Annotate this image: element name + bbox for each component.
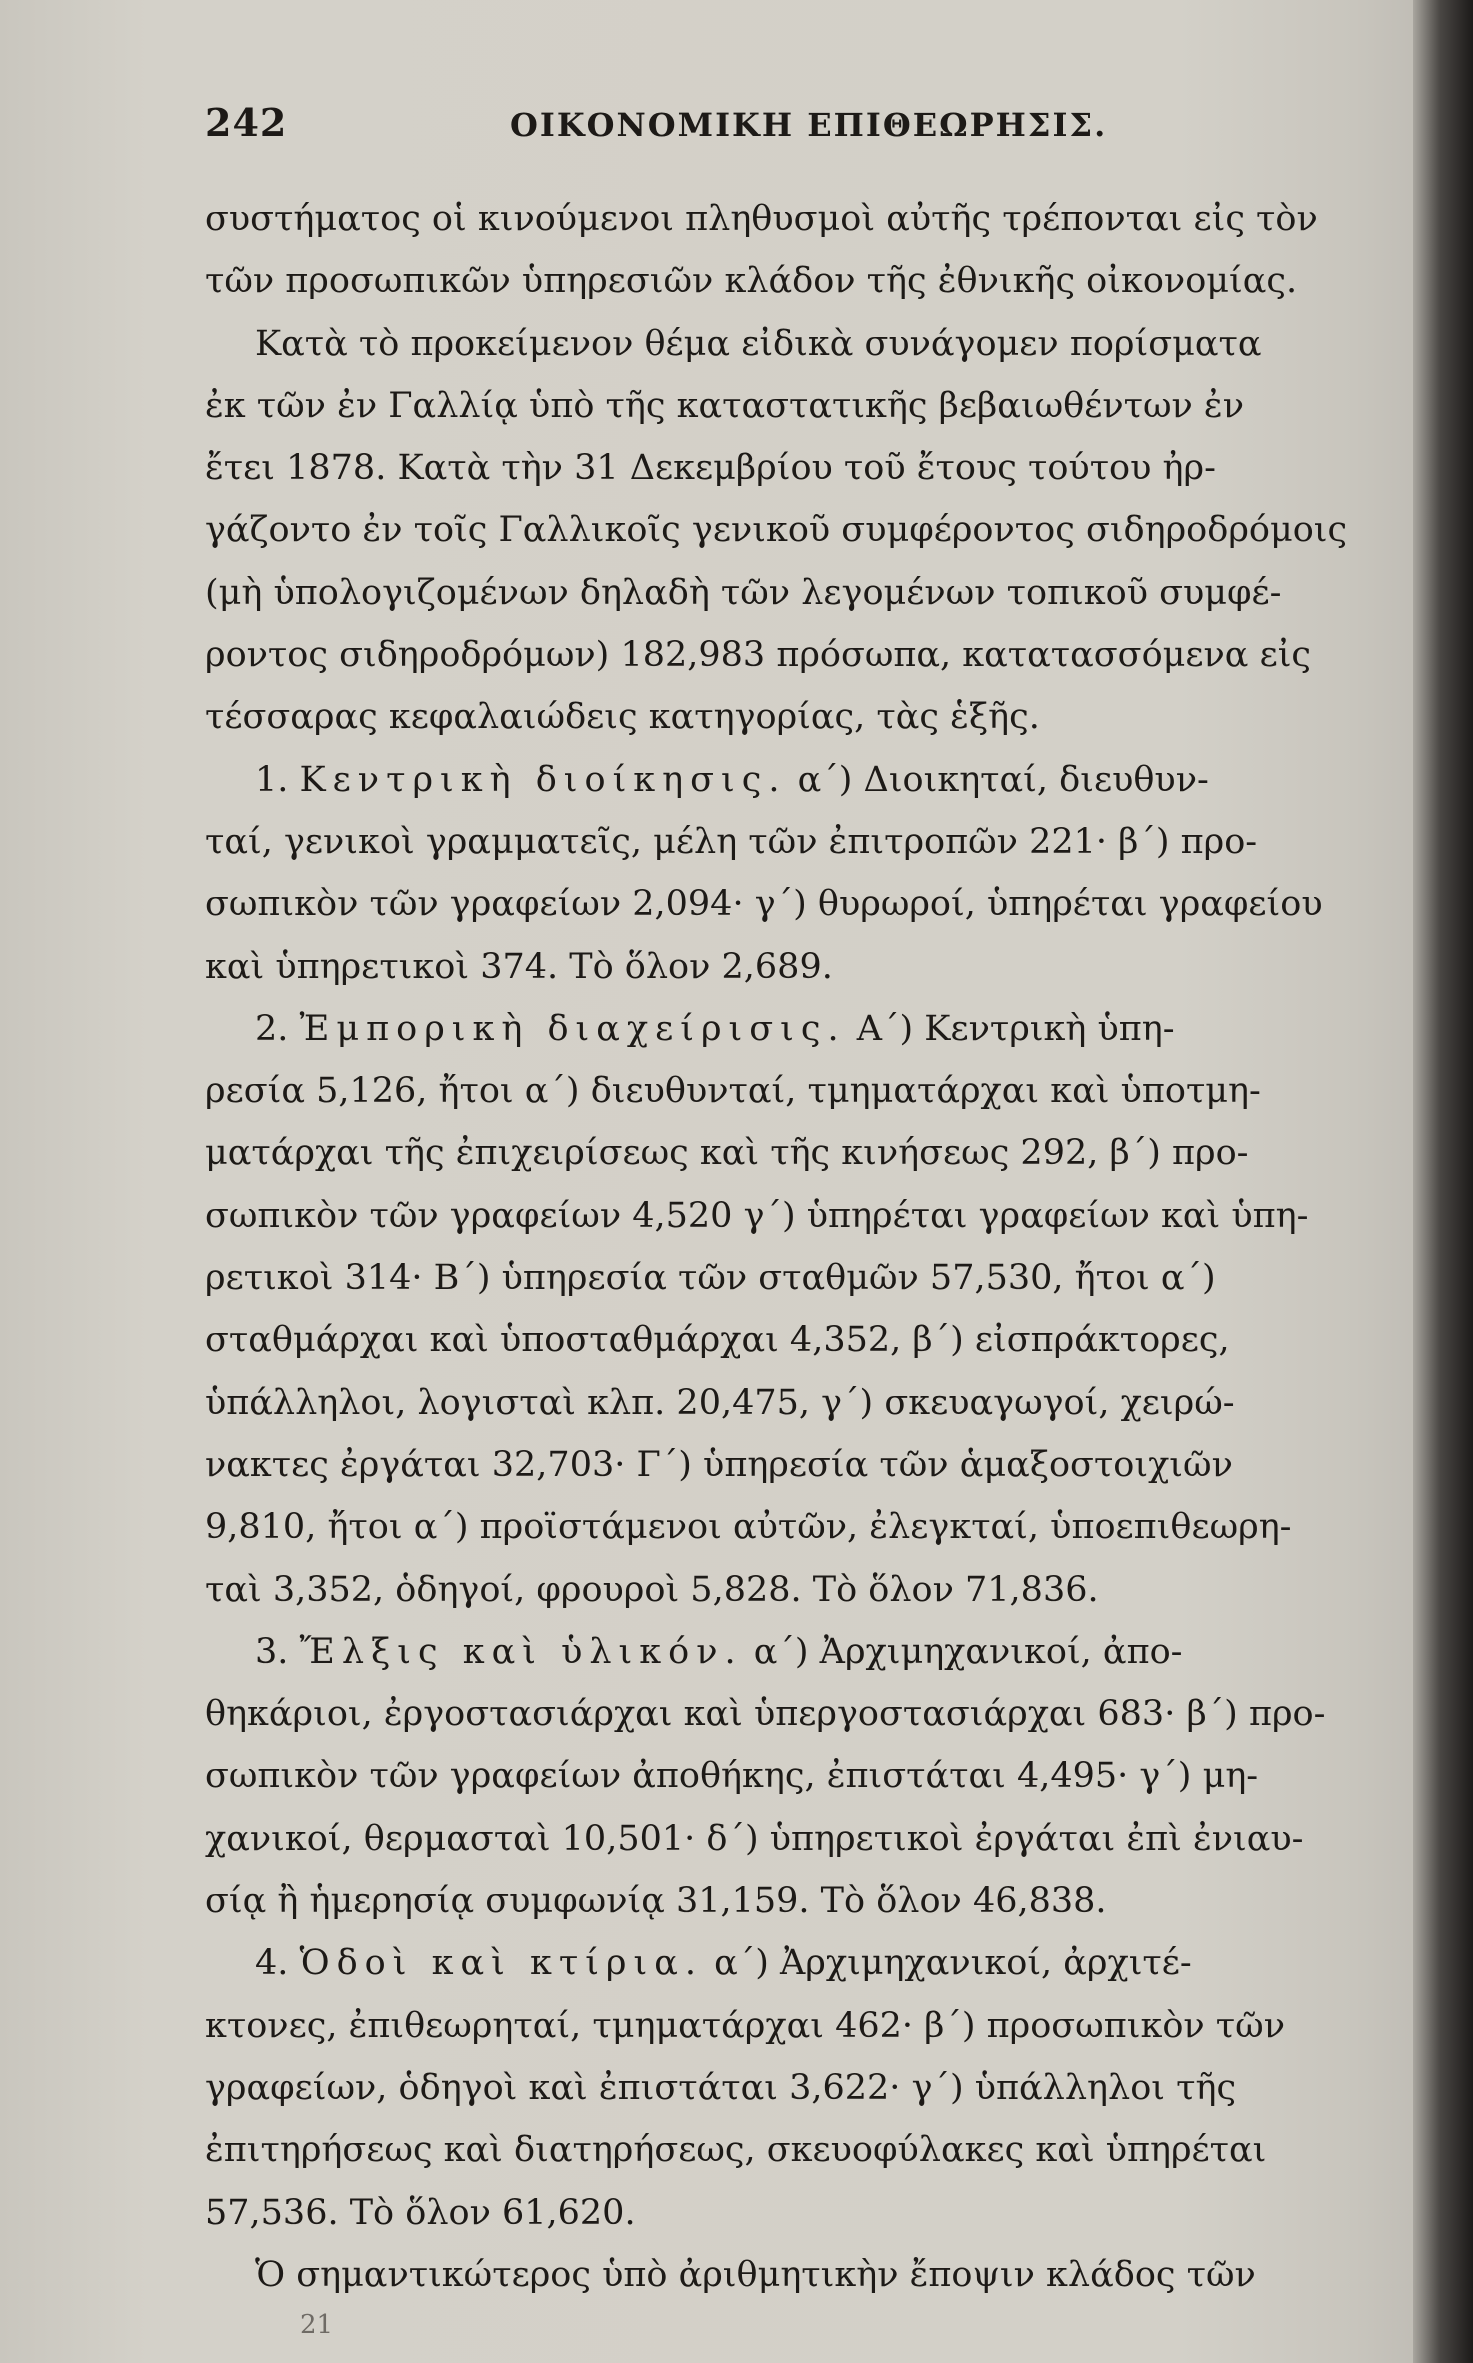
text-line: καὶ ὑπηρετικοὶ 374. Τὸ ὅλον 2,689. bbox=[205, 946, 833, 987]
text-line: σωπικὸν τῶν γραφείων 2,094· γ΄) θυρωροί, ὑπηρέται γραφείου bbox=[205, 884, 1323, 925]
text-line: τέσσαρας κεφαλαιώδεις κατηγορίας, τὰς ἑξῆς. bbox=[205, 697, 1040, 738]
text-line: νακτες ἐργάται 32,703· Γ΄) ὑπηρεσία τῶν ἁμαξοστοιχιῶν bbox=[205, 1444, 1233, 1485]
text-line: σωπικὸν τῶν γραφείων ἀποθήκης, ἐπιστάται 4,495· γ΄) μη- bbox=[205, 1756, 1259, 1797]
body-text bbox=[205, 188, 1355, 2306]
text-line: ἐκ τῶν ἐν Γαλλίᾳ ὑπὸ τῆς καταστατικῆς βεβαιωθέντων ἐν bbox=[205, 385, 1244, 426]
text-line: ματάρχαι τῆς ἐπιχειρίσεως καὶ τῆς κινήσεως 292, β΄) προ- bbox=[205, 1133, 1249, 1174]
text-line: συστήματος οἱ κινούμενοι πληθυσμοὶ αὐτῆς τρέπονται εἰς τὸν bbox=[205, 199, 1318, 239]
text-line: κτονες, ἐπιθεωρηταί, τμηματάρχαι 462· β΄) προσωπικὸν τῶν bbox=[205, 2005, 1285, 2046]
text-line: ροντος σιδηροδρόμων) 182,983 πρόσωπα, κατατασσόμενα εἰς bbox=[205, 635, 1312, 676]
section-heading-line: 1. Κεντρικὴ διοίκησις. α΄) Διοικηταί, διευθυν- bbox=[255, 759, 1209, 800]
running-title: ΟΙΚΟΝΟΜΙΚΗ ΕΠΙΘΕΩΡΗΣΙΣ. bbox=[510, 106, 1108, 144]
section-heading-line: 4. Ὁδοὶ καὶ κτίρια. α΄) Ἀρχιμηχανικοί, ἀρχιτέ- bbox=[255, 1943, 1192, 1984]
text-line: σωπικὸν τῶν γραφείων 4,520 γ΄) ὑπηρέται γραφείων καὶ ὑπη- bbox=[205, 1195, 1309, 1236]
page-header bbox=[205, 100, 1355, 160]
book-spine-shadow bbox=[1413, 0, 1473, 2363]
text-line: ἔτει 1878. Κατὰ τὴν 31 Δεκεμβρίου τοῦ ἔτους τούτου ἠρ- bbox=[205, 448, 1216, 489]
text-line: σταθμάρχαι καὶ ὑποσταθμάρχαι 4,352, β΄) εἰσπράκτορες, bbox=[205, 1320, 1230, 1361]
text-line: ρετικοὶ 314· Β΄) ὑπηρεσία τῶν σταθμῶν 57,530, ἤτοι α΄) bbox=[205, 1258, 1216, 1299]
text-line: σίᾳ ἢ ἡμερησίᾳ συμφωνίᾳ 31,159. Τὸ ὅλον 46,838. bbox=[205, 1881, 1107, 1922]
page-number: 242 bbox=[205, 100, 288, 145]
section-heading-line: 2. Ἐμπορικὴ διαχείρισις. Α΄) Κεντρικὴ ὑπη- bbox=[255, 1008, 1175, 1049]
text-line: ταί, γενικοὶ γραμματεῖς, μέλη τῶν ἐπιτροπῶν 221· β΄) προ- bbox=[205, 821, 1258, 862]
text-line: 57,536. Τὸ ὅλον 61,620. bbox=[205, 2192, 636, 2233]
signature-mark: 21 bbox=[300, 2310, 334, 2340]
paragraph-start-line: Ὁ σημαντικώτερος ὑπὸ ἀριθμητικὴν ἔποψιν κλάδος τῶν bbox=[255, 2254, 1256, 2295]
text-line: ταὶ 3,352, ὁδηγοί, φρουροὶ 5,828. Τὸ ὅλον 71,836. bbox=[205, 1569, 1099, 1610]
text-line: 9,810, ἤτοι α΄) προϊστάμενοι αὐτῶν, ἐλεγκταί, ὑποεπιθεωρη- bbox=[205, 1507, 1292, 1548]
text-line: ἐπιτηρήσεως καὶ διατηρήσεως, σκευοφύλακες καὶ ὑπηρέται bbox=[205, 2130, 1267, 2171]
text-line: ρεσία 5,126, ἤτοι α΄) διευθυνταί, τμηματάρχαι καὶ ὑποτμη- bbox=[205, 1071, 1261, 1112]
paragraph-start-line: Κατὰ τὸ προκείμενον θέμα εἰδικὰ συνάγομεν πορίσματα bbox=[255, 323, 1262, 364]
section-heading-line: 3. Ἔλξις καὶ ὑλικόν. α΄) Ἀρχιμηχανικοί, ἀπο- bbox=[255, 1631, 1183, 1672]
text-line: γάζοντο ἐν τοῖς Γαλλικοῖς γενικοῦ συμφέροντος σιδηροδρόμοις bbox=[205, 510, 1348, 551]
text-line: (μὴ ὑπολογιζομένων δηλαδὴ τῶν λεγομένων τοπικοῦ συμφέ- bbox=[205, 572, 1282, 613]
text-line: γραφείων, ὁδηγοὶ καὶ ἐπιστάται 3,622· γ΄) ὑπάλληλοι τῆς bbox=[205, 2067, 1237, 2108]
text-line: ὑπάλληλοι, λογισταὶ κλπ. 20,475, γ΄) σκευαγωγοί, χειρώ- bbox=[205, 1382, 1235, 1423]
text-line: θηκάριοι, ἐργοστασιάρχαι καὶ ὑπεργοστασιάρχαι 683· β΄) προ- bbox=[205, 1694, 1326, 1735]
text-line: χανικοί, θερμασταὶ 10,501· δ΄) ὑπηρετικοὶ ἐργάται ἐπὶ ἐνιαυ- bbox=[205, 1818, 1304, 1859]
text-line: τῶν προσωπικῶν ὑπηρεσιῶν κλάδον τῆς ἐθνικῆς οἰκονομίας. bbox=[205, 261, 1298, 302]
